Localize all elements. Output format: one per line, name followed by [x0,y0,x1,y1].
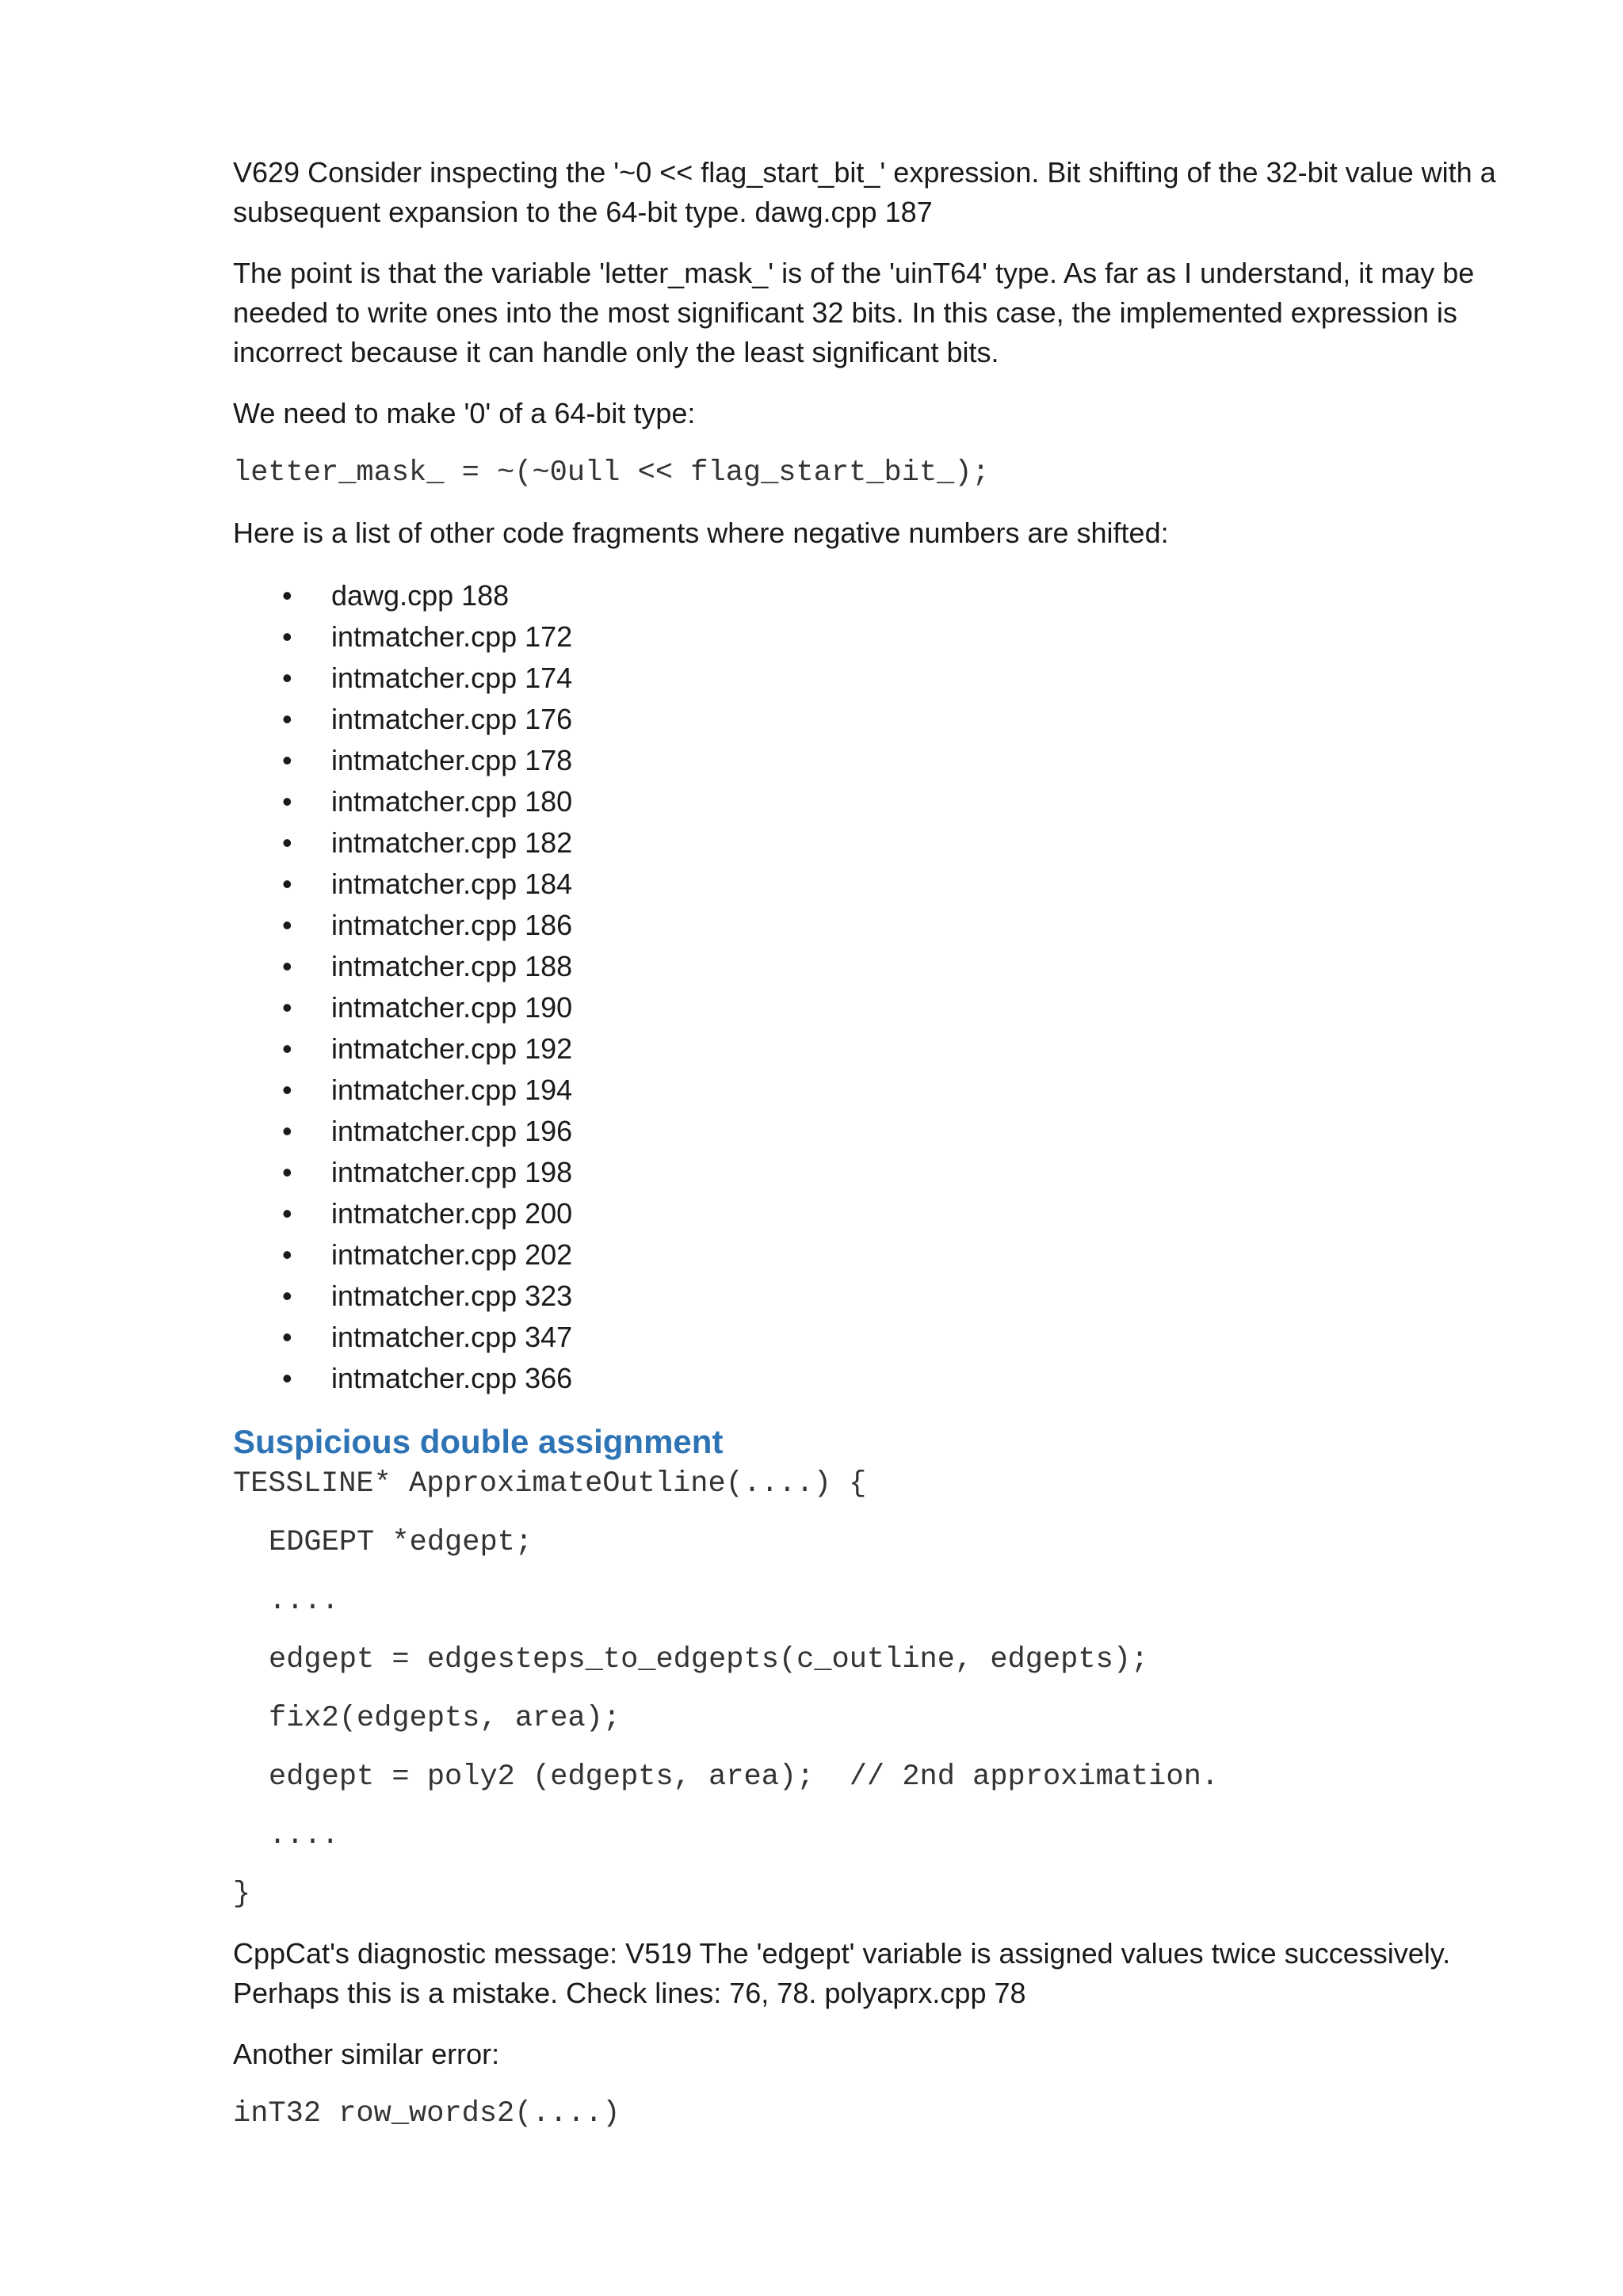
paragraph-cppcat [233,1934,1517,2013]
list-item [233,1234,1517,1276]
list-item [233,1152,1517,1193]
code-line: EDGEPT *edgept; [269,1526,533,1559]
bullet-icon: • [282,1238,292,1271]
list-item-text: intmatcher.cpp 172 [331,620,573,653]
fragment-list [233,575,1517,1399]
list-item [233,1276,1517,1317]
paragraph-text: V629 Consider inspecting the '~0 << flag_start_bit_' expression. Bit shifting of the 32-bit value with a subsequent expansion to the 64-bit type. dawg.cpp 187 [233,156,1496,228]
list-item [233,822,1517,864]
bullet-icon: • [282,744,292,776]
bullet-icon: • [282,785,292,818]
paragraph-text: CppCat's diagnostic message: V519 The 'edgept' variable is assigned values twice successively. Perhaps this is a mistake. Check lines: 76, 78. polyaprx.cpp 78 [233,1937,1451,2009]
list-item-text: intmatcher.cpp 366 [331,1362,573,1394]
list-item-text: intmatcher.cpp 184 [331,868,573,900]
paragraph-text: Another similar error: [233,2038,500,2070]
list-item-text: dawg.cpp 188 [331,579,510,612]
code-letter-mask [233,453,1517,493]
bullet-icon: • [282,1362,292,1394]
code-row-words2 [233,2094,1517,2134]
list-item [233,1193,1517,1234]
document-page [233,0,1517,2296]
list-item-text: intmatcher.cpp 194 [331,1074,573,1106]
paragraph-list-intro [233,513,1517,553]
bullet-icon: • [282,1280,292,1312]
code-line: .... [269,1585,339,1618]
bullet-icon: • [282,662,292,694]
code-line: .... [269,1819,339,1852]
list-item-text: intmatcher.cpp 196 [331,1115,573,1147]
list-item-text: intmatcher.cpp 347 [331,1321,573,1353]
list-item-text: intmatcher.cpp 186 [331,909,573,941]
code-line: fix2(edgepts, area); [269,1702,621,1735]
list-item [233,1111,1517,1152]
bullet-icon: • [282,1032,292,1065]
paragraph-text: The point is that the variable 'letter_mask_' is of the 'uinT64' type. As far as I understand, it may be needed to write ones into the most significant 32 bits. In this case, the implemented expression is incorrect because it can handle only the least significant bits. [233,257,1475,368]
section-heading-block [233,1421,1517,1463]
list-item [233,658,1517,699]
bullet-icon: • [282,1321,292,1353]
list-item-text: intmatcher.cpp 188 [331,950,573,982]
bullet-icon: • [282,1197,292,1230]
paragraph-v629 [233,153,1517,232]
list-item [233,946,1517,987]
list-item [233,905,1517,946]
list-item [233,1317,1517,1358]
code-line: edgept = edgesteps_to_edgepts(c_outline, edgepts); [269,1643,1149,1676]
list-item-text: intmatcher.cpp 180 [331,785,573,818]
list-item-text: intmatcher.cpp 174 [331,662,573,694]
list-item [233,987,1517,1028]
list-item-text: intmatcher.cpp 182 [331,826,573,859]
bullet-icon: • [282,579,292,612]
list-item-text: intmatcher.cpp 200 [331,1197,573,1230]
bullet-icon: • [282,1156,292,1188]
paragraph-64bit [233,394,1517,433]
list-item [233,864,1517,905]
code-line: edgept = poly2 (edgepts, area); // 2nd approximation. [269,1760,1219,1794]
list-item [233,699,1517,740]
list-item [233,781,1517,822]
code-approximate-outline [233,1464,1517,1933]
paragraph-text: We need to make '0' of a 64-bit type: [233,397,696,429]
list-item-text: intmatcher.cpp 202 [331,1238,573,1271]
list-item-text: intmatcher.cpp 176 [331,703,573,735]
list-item-text: intmatcher.cpp 198 [331,1156,573,1188]
list-item-text: intmatcher.cpp 178 [331,744,573,776]
bullet-icon: • [282,1115,292,1147]
list-item [233,740,1517,781]
bullet-icon: • [282,991,292,1024]
bullet-icon: • [282,703,292,735]
paragraph-text: Here is a list of other code fragments where negative numbers are shifted: [233,517,1169,549]
bullet-icon: • [282,1074,292,1106]
bullet-icon: • [282,909,292,941]
list-item [233,1070,1517,1111]
code-line: } [233,1878,251,1911]
section-heading: Suspicious double assignment [233,1423,724,1460]
list-item-text: intmatcher.cpp 323 [331,1280,573,1312]
list-item-text: intmatcher.cpp 192 [331,1032,573,1065]
list-item [233,1028,1517,1070]
list-item-text: intmatcher.cpp 190 [331,991,573,1024]
bullet-icon: • [282,868,292,900]
bullet-icon: • [282,826,292,859]
bullet-list [233,575,1517,1399]
code-line: TESSLINE* ApproximateOutline(....) { [233,1467,867,1501]
paragraph-letter-mask [233,254,1517,372]
paragraph-another-error [233,2035,1517,2074]
list-item [233,575,1517,616]
bullet-icon: • [282,950,292,982]
code-line: inT32 row_words2(....) [233,2097,621,2130]
bullet-icon: • [282,620,292,653]
code-line: letter_mask_ = ~(~0ull << flag_start_bit_); [233,456,990,490]
list-item [233,1358,1517,1399]
list-item [233,616,1517,658]
